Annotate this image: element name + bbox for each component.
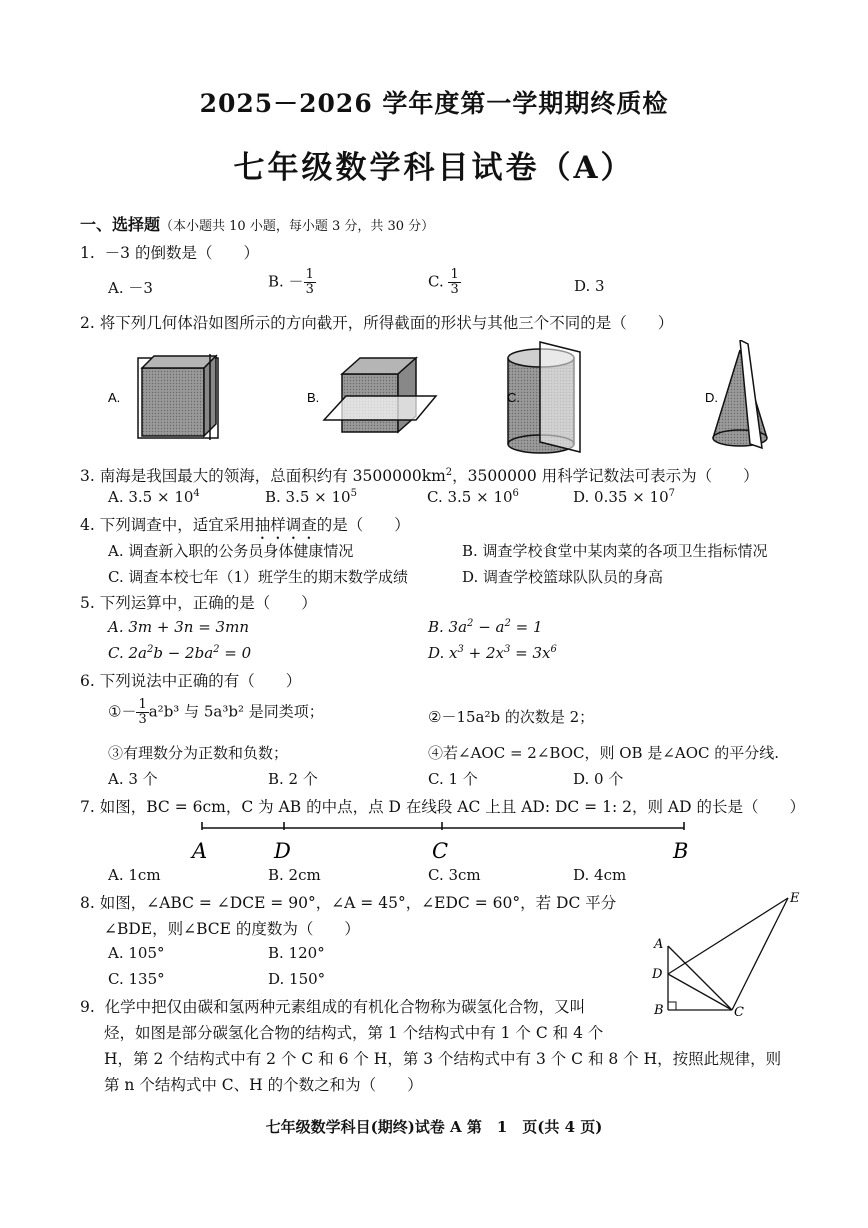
q2-figures xyxy=(100,340,800,460)
question-9-line3: H，第 2 个结构式中有 2 个 C 和 6 个 H，第 3 个结构式中有 3 个 C 和 8 个 H，按照此规律，则 xyxy=(104,1050,782,1068)
question-8 xyxy=(80,892,616,914)
point-c: C xyxy=(432,839,449,863)
q8-option-b: B. 120° xyxy=(268,944,325,962)
question-stem: 化学中把仅由碳和氢两种元素组成的有机化合物称为碳氢化合物，又叫 xyxy=(104,998,586,1016)
q1-option-a: A. －3 xyxy=(108,279,153,297)
section-title: 一、选择题 xyxy=(80,215,161,234)
question-stem: 下列运算中，正确的是（ ） xyxy=(99,594,317,612)
question-number: 1. xyxy=(80,244,95,262)
exponent: 7 xyxy=(668,488,675,499)
option-label: C. xyxy=(428,272,449,291)
q1-option-c xyxy=(428,268,461,297)
question-7 xyxy=(80,796,805,818)
q1-option-b xyxy=(268,268,316,297)
question-number: 4. xyxy=(80,516,95,534)
page-footer: 七年级数学科目(期终)试卷 A 第 1 页(共 4 页) xyxy=(265,1118,603,1136)
q7-option-c: C. 3cm xyxy=(428,866,481,884)
point-a: A xyxy=(192,839,208,863)
question-stem-end: ，3500000 用科学记数法可表示为（ ） xyxy=(452,467,759,486)
option-label: B. － xyxy=(268,272,304,291)
exponent: 6 xyxy=(512,488,519,499)
point-d: D xyxy=(274,839,291,863)
question-number: 5. xyxy=(80,594,95,612)
figure-a-cube-vertical-cut xyxy=(138,354,218,440)
section-note: （本小题共 10 小题，每小题 3 分，共 30 分） xyxy=(160,219,435,234)
question-2 xyxy=(80,312,673,334)
figure-b-cube-horizontal-cut xyxy=(324,358,436,432)
q8-option-d: D. 150° xyxy=(268,970,326,988)
question-number: 3. xyxy=(80,467,95,486)
point-b: B xyxy=(654,1003,664,1018)
question-3 xyxy=(80,462,759,487)
q6-option-d: D. 0 个 xyxy=(573,770,624,788)
term: D. x xyxy=(428,644,458,662)
point-c: C xyxy=(734,1005,744,1020)
emphasized-term: 抽样调查 xyxy=(254,516,317,534)
q7-option-b: B. 2cm xyxy=(268,866,321,884)
question-number: 8. xyxy=(80,894,95,912)
q4-option-c: C. 调查本校七年（1）班学生的期末数学成绩 xyxy=(108,568,409,586)
exam-title: 2025－2026 学年度第一学期期终质检 xyxy=(199,89,669,118)
term: = 3x xyxy=(510,644,551,662)
question-stem-end: 的是（ ） xyxy=(316,516,410,534)
q4-option-a: A. 调查新入职的公务员身体健康情况 xyxy=(108,542,354,560)
q4-option-d: D. 调查学校篮球队队员的身高 xyxy=(462,568,664,586)
q6-statement-3: ③有理数分为正数和负数； xyxy=(108,744,289,762)
term: b − 2ba xyxy=(153,644,214,662)
q6-option-c: C. 1 个 xyxy=(428,770,478,788)
question-stem: －3 的倒数是（ ） xyxy=(104,244,259,262)
option-text: D. 0.35 × 10 xyxy=(573,488,669,506)
exam-subtitle: 七年级数学科目试卷（A） xyxy=(233,150,635,186)
q5-option-c: C. $2a^2b - 2ba^2 = 0$ xyxy=(108,644,252,662)
q6-statement-4: ④若∠AOC = 2∠BOC，则 OB 是∠AOC 的平分线. xyxy=(428,744,780,762)
term: + 2x xyxy=(463,644,504,662)
statement-text: a²b³ 与 5a³b² 是同类项； xyxy=(148,702,324,721)
question-1 xyxy=(80,242,259,264)
q3-option-c xyxy=(427,488,519,506)
denominator: 3 xyxy=(305,282,314,297)
q6-option-b: B. 2 个 xyxy=(268,770,318,788)
q8-triangle-figure xyxy=(648,888,808,1022)
question-stem: 如图，∠ABC = ∠DCE = 90°，∠A = 45°，∠EDC = 60°，若 DC 平分 xyxy=(99,894,617,912)
question-9-line2: 烃，如图是部分碳氢化合物的结构式，第 1 个结构式中有 1 个 C 和 4 个 xyxy=(104,1024,604,1042)
question-number: 9. xyxy=(80,998,95,1016)
denominator: 3 xyxy=(450,282,459,297)
superscript: 2 xyxy=(445,467,453,478)
q5-option-d: D. $x^3 + 2x^3 = 3x^6$ xyxy=(428,644,557,662)
numerator: 1 xyxy=(305,267,314,282)
q5-option-a: A. 3m + 3n = 3mn xyxy=(108,618,249,636)
question-8-line2: ∠BDE，则∠BCE 的度数为（ ） xyxy=(104,920,360,938)
q6-option-a: A. 3 个 xyxy=(108,770,158,788)
question-number: 6. xyxy=(80,672,95,690)
question-9-line4: 第 n 个结构式中 C、H 的个数之和为（ ） xyxy=(104,1076,423,1094)
q4-option-b: B. 调查学校食堂中某肉菜的各项卫生指标情况 xyxy=(462,542,768,560)
q1-option-d: D. 3 xyxy=(574,277,605,295)
figure-a-label: A. xyxy=(108,390,121,405)
q7-line-segment xyxy=(180,818,700,866)
point-e: E xyxy=(790,891,800,906)
question-9 xyxy=(80,996,585,1018)
fraction xyxy=(136,698,148,727)
term: = 0 xyxy=(219,644,252,662)
question-stem: 下列说法中正确的有（ ） xyxy=(99,672,302,690)
q7-option-a: A. 1cm xyxy=(108,866,161,884)
point-b: B xyxy=(673,839,689,863)
term: = 1 xyxy=(510,618,543,636)
term: − a xyxy=(473,618,505,636)
question-stem: 将下列几何体沿如图所示的方向截开，所得截面的形状与其他三个不同的是（ ） xyxy=(99,314,674,332)
figure-d-label: D. xyxy=(705,390,718,405)
q7-option-d: D. 4cm xyxy=(573,866,627,884)
term: C. 2a xyxy=(108,644,147,662)
question-4 xyxy=(80,514,410,543)
question-5 xyxy=(80,592,317,614)
denominator: 3 xyxy=(138,712,147,727)
fraction xyxy=(304,268,316,297)
figure-c-label: C. xyxy=(507,390,520,405)
question-stem: 如图，BC = 6cm，C 为 AB 的中点，点 D 在线段 AC 上且 AD: DC = 1: 2，则 AD 的长是（ ） xyxy=(99,798,805,816)
exponent: 5 xyxy=(350,488,357,499)
question-6 xyxy=(80,670,301,692)
numerator: 1 xyxy=(450,267,459,282)
q3-option-b xyxy=(265,488,357,506)
figure-b-label: B. xyxy=(307,390,320,405)
question-stem: 下列调查中，适宜采用 xyxy=(99,516,255,534)
option-text: A. 3.5 × 10 xyxy=(108,488,194,506)
q3-option-a xyxy=(108,488,200,506)
term: B. 3a xyxy=(428,618,468,636)
exponent: 4 xyxy=(193,488,200,499)
figure-d-cone-cut xyxy=(713,340,767,448)
question-number: 2. xyxy=(80,314,95,332)
q3-option-d xyxy=(573,488,675,506)
numerator: 1 xyxy=(138,697,147,712)
q6-statement-1 xyxy=(108,698,324,727)
q8-option-c: C. 135° xyxy=(108,970,165,988)
option-text: B. 3.5 × 10 xyxy=(265,488,351,506)
point-a: A xyxy=(654,937,664,952)
point-d: D xyxy=(652,967,663,982)
question-number: 7. xyxy=(80,798,95,816)
option-text: C. 3.5 × 10 xyxy=(427,488,513,506)
q8-option-a: A. 105° xyxy=(108,944,165,962)
question-stem: 南海是我国最大的领海，总面积约有 3500000km xyxy=(99,467,446,486)
statement-prefix: ①－ xyxy=(108,702,137,721)
q5-option-b: B. $3a^2 - a^2 = 1$ xyxy=(428,618,543,636)
q6-statement-2: ②－15a²b 的次数是 2； xyxy=(428,708,595,726)
fraction xyxy=(448,268,460,297)
section-heading xyxy=(80,214,434,238)
